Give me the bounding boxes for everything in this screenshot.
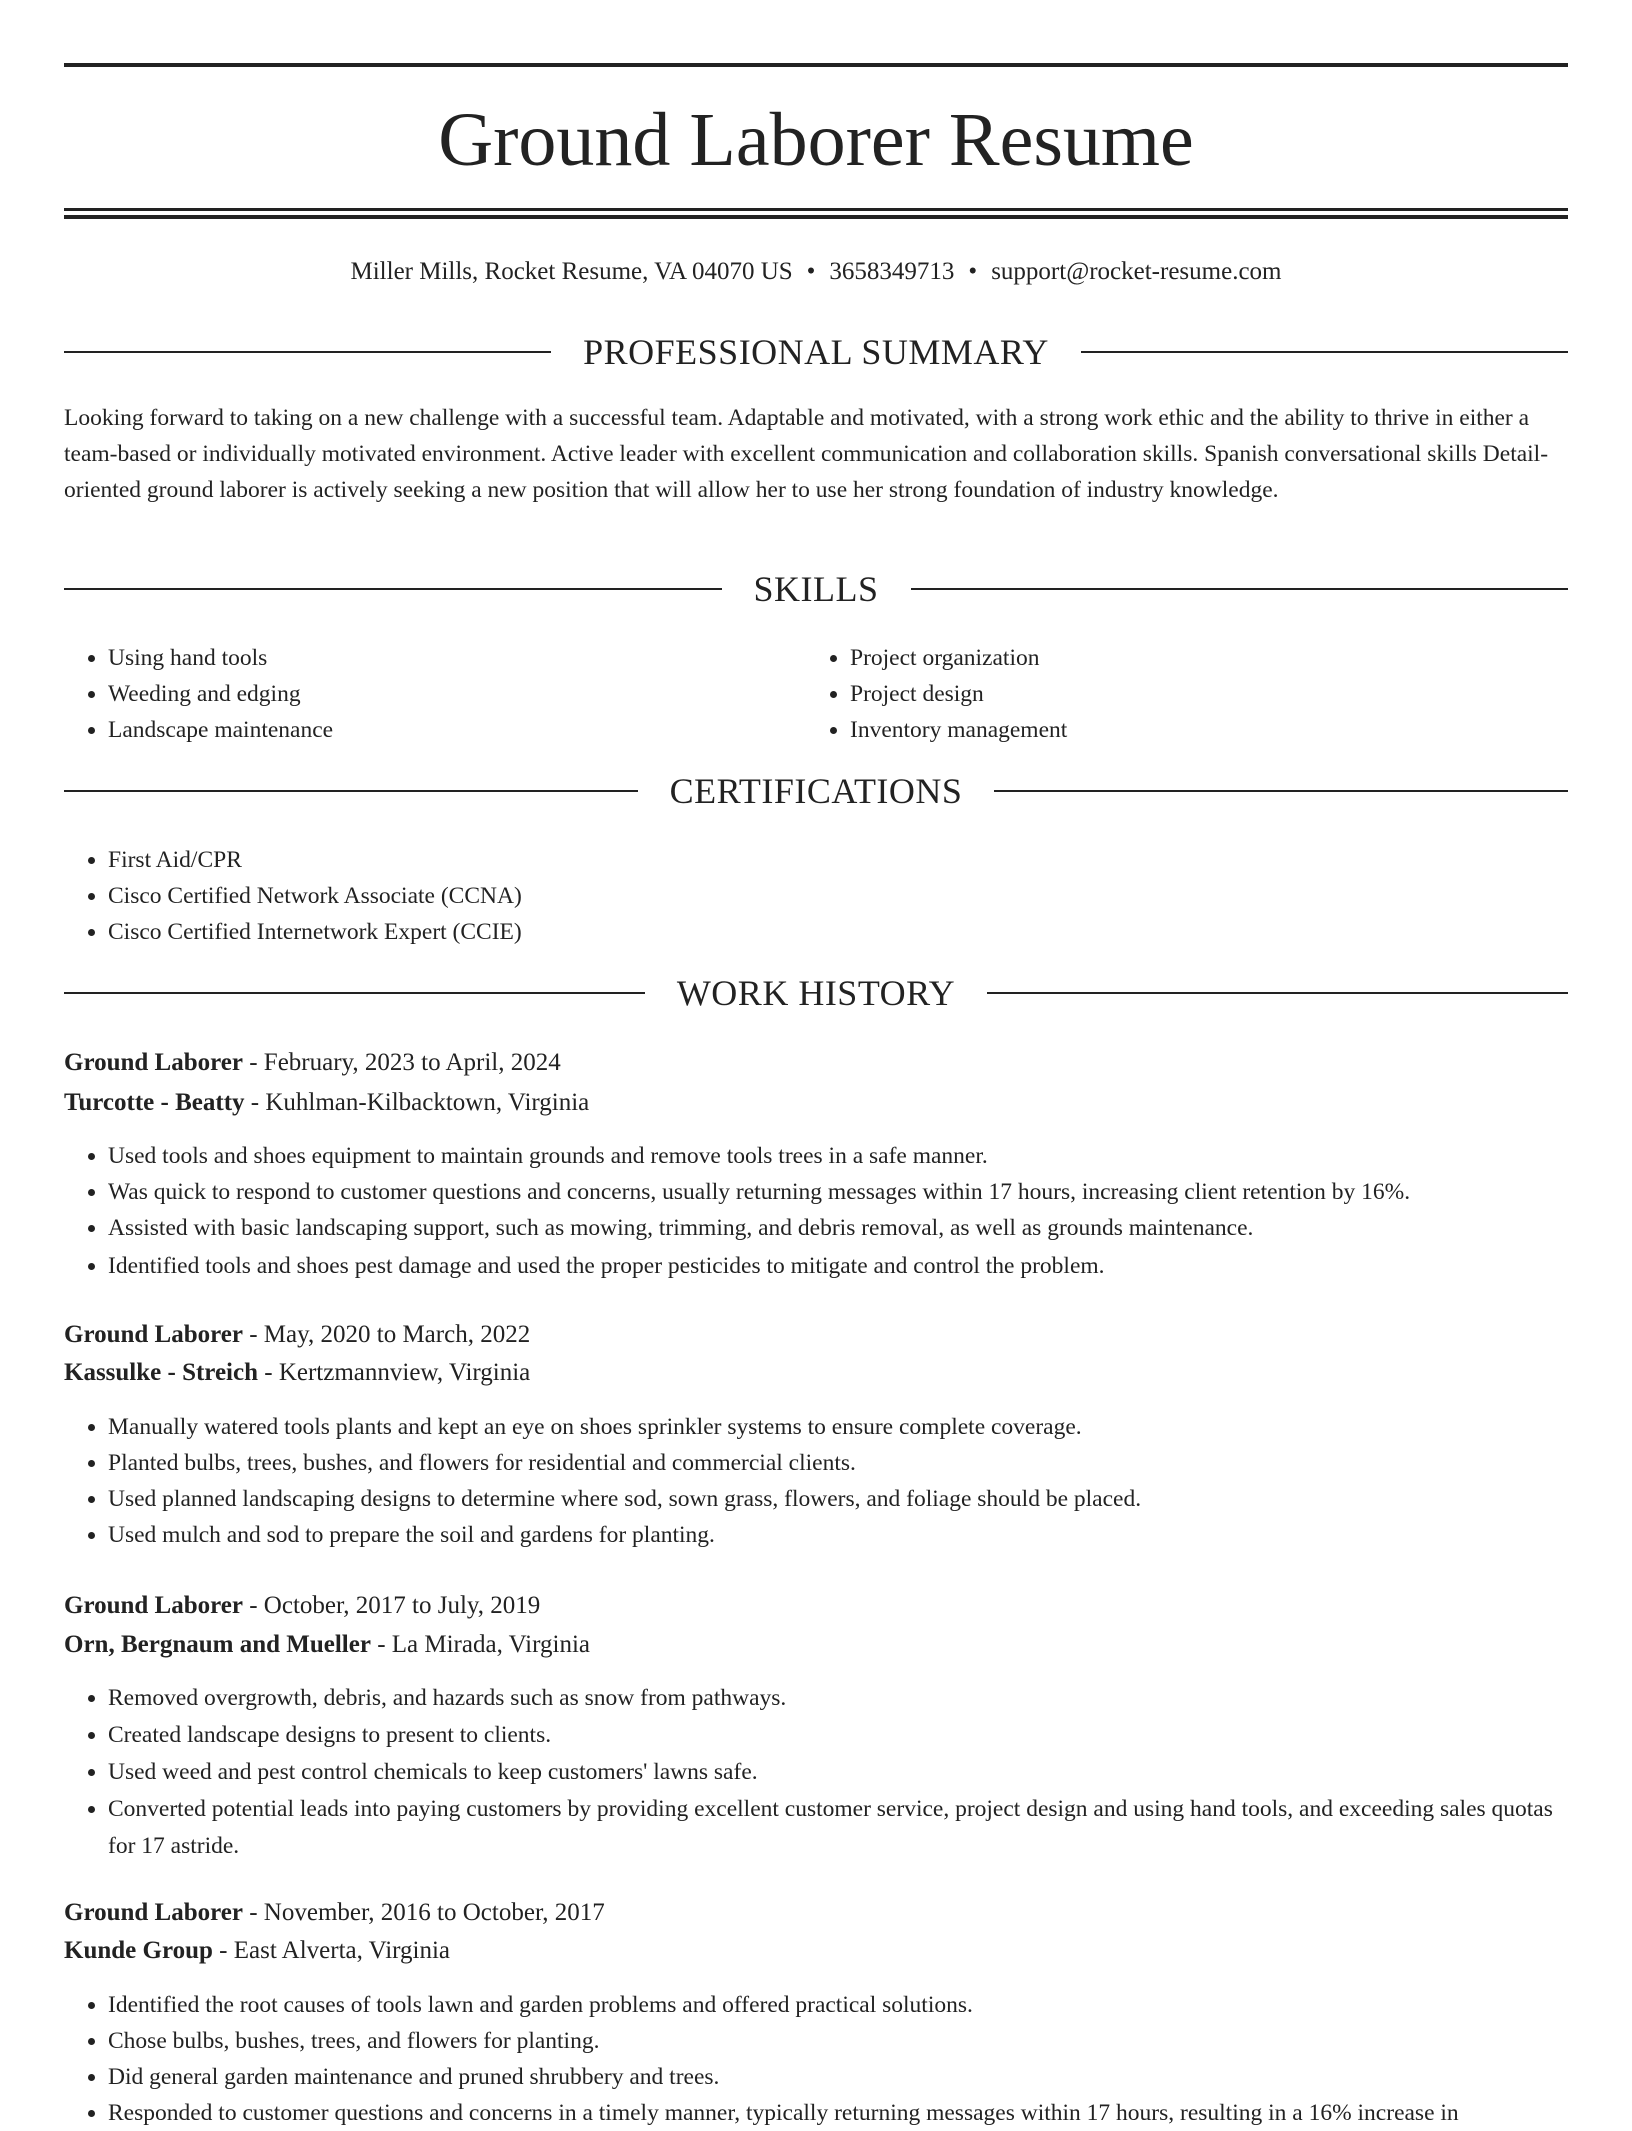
- heading-rule-left: [64, 351, 551, 353]
- job-bullet: • Used weed and pest control chemicals to keep customers' lawns safe.: [108, 1754, 1568, 1791]
- job-bullet: • Used tools and shoes equipment to maintain grounds and remove tools trees in a safe manner.: [108, 1138, 1568, 1174]
- contact-email: support@rocket-resume.com: [991, 258, 1282, 285]
- job-bullet: • Converted potential leads into paying customers by providing excellent customer service, project design and using hand tools, and exceeding sales quotas for 17 astride.: [108, 1791, 1568, 1865]
- job-location: - Kertzmannview, Virginia: [258, 1359, 531, 1386]
- job-bullet: • Identified tools and shoes pest damage and used the proper pesticides to mitigate and control the problem.: [108, 1248, 1568, 1284]
- job-role: Ground Laborer: [64, 1321, 243, 1348]
- job-bullet: • Created landscape designs to present to clients.: [108, 1717, 1568, 1754]
- skill-item: • Project organization: [850, 640, 1550, 676]
- job-company: Turcotte - Beatty: [64, 1089, 245, 1116]
- job-bullet: • Manually watered tools plants and kept an eye on shoes sprinkler systems to ensure complete coverage.: [108, 1409, 1568, 1445]
- job-company-line: [64, 1627, 1568, 1663]
- certifications-list: [64, 842, 1568, 950]
- job-company-line: [64, 1085, 1568, 1121]
- skill-item: • Weeding and edging: [108, 676, 808, 712]
- contact-separator: •: [968, 258, 978, 285]
- job-company: Kassulke - Streich: [64, 1359, 258, 1386]
- resume-title: Ground Laborer Resume: [438, 98, 1194, 182]
- contact-phone: 3658349713: [829, 258, 955, 285]
- job-bullet: • Responded to customer questions and concerns in a timely manner, typically returning messages within 17 hours, resulting in a 16% increase in: [108, 2095, 1612, 2131]
- title-double-rule-upper: [64, 208, 1568, 211]
- summary-text: Looking forward to taking on a new challenge with a successful team. Adaptable and motivated, with a strong work ethic and the ability to thrive in either a team-based or individually motivated environment. Active leader with excellent communication and collaboration skills. Spanish conversational skills Detail-oriented ground laborer is actively seeking a new position that will allow her to use her strong foundation of industry knowledge.: [64, 405, 1549, 503]
- job-role: Ground Laborer: [64, 1592, 243, 1619]
- job-dates: - May, 2020 to March, 2022: [242, 1321, 531, 1348]
- job-title-line: [64, 1895, 1568, 1931]
- skill-item: • Using hand tools: [108, 640, 808, 676]
- section-heading-certifications: [64, 769, 1568, 813]
- heading-rule-left: [64, 992, 645, 994]
- job-bullet: • Removed overgrowth, debris, and hazards such as snow from pathways.: [108, 1680, 1568, 1717]
- job-dates: - November, 2016 to October, 2017: [242, 1899, 605, 1926]
- title-double-rule-lower: [64, 215, 1568, 219]
- job-bullet: • Chose bulbs, bushes, trees, and flowers for planting.: [108, 2023, 1612, 2059]
- job-role: Ground Laborer: [64, 1049, 243, 1076]
- job-company-line: [64, 1355, 1568, 1391]
- job-bullet: • Did general garden maintenance and pruned shrubbery and trees.: [108, 2059, 1612, 2095]
- job-title-line: [64, 1317, 1568, 1353]
- skills-list-left: [64, 640, 808, 748]
- section-title: PROFESSIONAL SUMMARY: [583, 332, 1049, 372]
- section-heading-summary: [64, 330, 1568, 374]
- job-role: Ground Laborer: [64, 1899, 243, 1926]
- job-bullet: • Identified the root causes of tools lawn and garden problems and offered practical solutions.: [108, 1987, 1612, 2023]
- job-location: - La Mirada, Virginia: [370, 1631, 590, 1658]
- section-heading-skills: [64, 567, 1568, 611]
- top-rule: [64, 63, 1568, 67]
- contact-separator: •: [806, 258, 816, 285]
- job-bullets: [64, 1138, 1568, 1284]
- skill-item: • Landscape maintenance: [108, 712, 808, 748]
- section-title: SKILLS: [753, 569, 879, 609]
- job-bullet: • Was quick to respond to customer questions and concerns, usually returning messages within 17 hours, increasing client retention by 16%.: [108, 1174, 1568, 1210]
- job-bullet: • Used mulch and sod to prepare the soil and gardens for planting.: [108, 1517, 1568, 1553]
- job-bullets: [64, 1680, 1568, 1865]
- job-company: Kunde Group: [64, 1937, 213, 1964]
- skill-item: • Inventory management: [850, 712, 1550, 748]
- section-heading-work-history: [64, 971, 1568, 1015]
- job-location: - East Alverta, Virginia: [212, 1937, 451, 1964]
- certification-item: • First Aid/CPR: [108, 842, 1568, 878]
- heading-rule-right: [994, 790, 1568, 792]
- job-bullet: • Assisted with basic landscaping support, such as mowing, trimming, and debris removal, as well as grounds maintenance.: [108, 1210, 1568, 1246]
- section-title: CERTIFICATIONS: [669, 771, 963, 811]
- section-title: WORK HISTORY: [676, 973, 956, 1013]
- heading-rule-left: [64, 588, 722, 590]
- job-title-line: [64, 1045, 1568, 1081]
- job-company-line: [64, 1933, 1568, 1969]
- job-bullet: • Planted bulbs, trees, bushes, and flowers for residential and commercial clients.: [108, 1445, 1568, 1481]
- job-location: - Kuhlman-Kilbacktown, Virginia: [244, 1089, 590, 1116]
- contact-line: [64, 254, 1568, 290]
- certification-item: • Cisco Certified Network Associate (CCNA): [108, 878, 1568, 914]
- heading-rule-right: [1081, 351, 1568, 353]
- job-dates: - February, 2023 to April, 2024: [242, 1049, 561, 1076]
- contact-address: Miller Mills, Rocket Resume, VA 04070 US: [350, 258, 793, 285]
- job-bullet: • Used planned landscaping designs to determine where sod, sown grass, flowers, and foliage should be placed.: [108, 1481, 1568, 1517]
- job-bullets: [64, 1409, 1568, 1553]
- heading-rule-right: [911, 588, 1569, 590]
- heading-rule-left: [64, 790, 638, 792]
- certification-item: • Cisco Certified Internetwork Expert (CCIE): [108, 914, 1568, 950]
- job-dates: - October, 2017 to July, 2019: [242, 1592, 541, 1619]
- job-bullets: [64, 1987, 1612, 2131]
- job-title-line: [64, 1588, 1568, 1624]
- skill-item: • Project design: [850, 676, 1550, 712]
- job-company: Orn, Bergnaum and Mueller: [64, 1631, 371, 1658]
- skills-list-right: [806, 640, 1550, 748]
- heading-rule-right: [987, 992, 1568, 994]
